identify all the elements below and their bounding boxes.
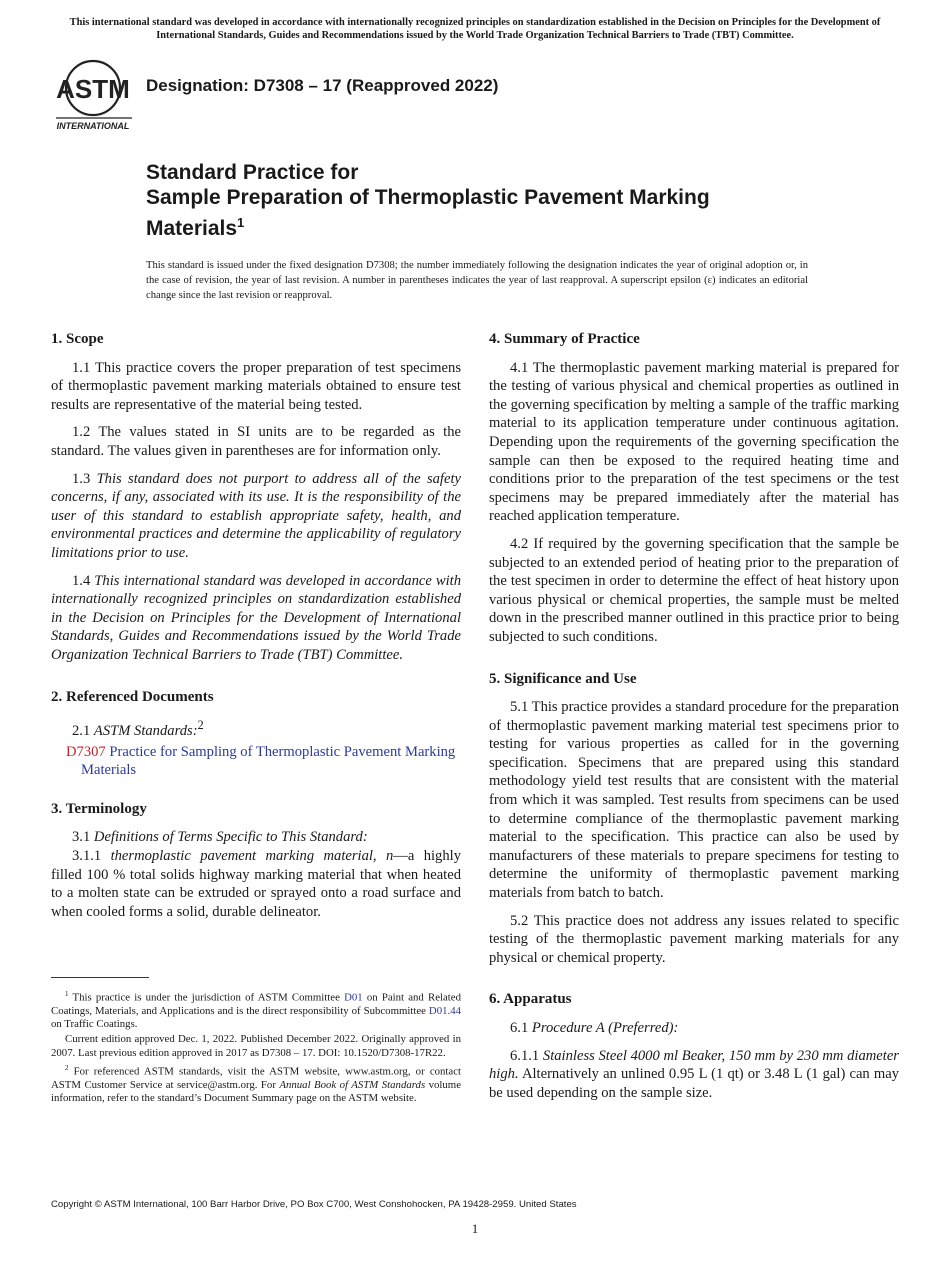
clause-number: 2.1 — [72, 722, 91, 739]
title-line-1: Standard Practice for — [146, 161, 359, 184]
section-heading: 6. Apparatus — [489, 991, 572, 1008]
title-footnote-mark: 1 — [237, 215, 245, 230]
page-number: 1 — [471, 1221, 479, 1236]
section-heading: 2. Referenced Documents — [51, 688, 214, 705]
reference-code-link[interactable]: D7307 — [66, 743, 106, 760]
paragraph: 1.2 The values stated in SI units are to be regarded as the standard. The values given in parentheses are for information only. — [51, 424, 461, 459]
right-column — [489, 330, 899, 1111]
title-line-2: Sample Preparation of Thermoplastic Pavement Marking — [146, 186, 710, 209]
section-heading: 4. Summary of Practice — [489, 331, 640, 347]
clause-number: 6.1.1 — [510, 1047, 540, 1064]
astm-logo — [52, 58, 134, 132]
clause-text: Alternatively an unlined 0.95 L (1 qt) or 3.48 L (1 gal) can may be used depending on the sample size. — [489, 1066, 899, 1101]
committee-link[interactable]: D01 — [344, 991, 363, 1004]
clause-number: 1.3 — [72, 470, 91, 487]
clause-text: This standard does not purport to address all of the safety concerns, if any, associated with its use. It is the responsibility of the user of this standard to establish appropriate safety, health, and environmental practices and determine the applicability of regulatory limitations prior to use. — [51, 470, 461, 561]
clause-text: ASTM Standards: — [93, 722, 198, 739]
paragraph — [51, 572, 461, 665]
footnote-edition: Current edition approved Dec. 1, 2022. Published December 2022. Originally approved in 2007. Last previous edition approved in 2017 as D7308 – 17. DOI: 10.1520/D7308-17R22. — [51, 1033, 461, 1059]
issue-note: This standard is issued under the fixed designation D7308; the number immediately following the designation indicates the year of original adoption or, in the case of revision, the year of last revision. A number in parentheses indicates the year of last reapproval. A superscript epsilon (ε) indicates an editorial change since the last revision or reapproval. — [146, 260, 808, 301]
paragraph: 4.2 If required by the governing specification that the sample be subjected to an extended period of heating prior to the preparation of the test specimen in order to determine the effect of heat history upon various physical or chemical properties, the sample must be melted down in the prescribed manner outlined in this practice prior to being subjected to such conditions. — [489, 535, 899, 645]
section-heading: 5. Significance and Use — [489, 670, 637, 687]
definition: —a highly filled 100 % total solids highway marking material that when heated to a molten state can be extruded or sprayed onto a road surface and when cooled forms a solid, durable delineator. — [51, 847, 461, 920]
reference-title-link[interactable]: Practice for Sampling of Thermoplastic Pavement Marking Materials — [81, 743, 456, 779]
footnote-2: $^2$ For referenced ASTM standards, visit the ASTM website, www.astm.org, or contact ASTM Customer Service at service@astm.org. For Annual Book of ASTM Standards volume information, refer to the standard’s Document Summary page on the ASTM website. — [51, 1064, 461, 1105]
section-heading: 1. Scope — [51, 331, 104, 347]
subcommittee-link[interactable]: D01.44 — [428, 1004, 461, 1017]
paragraph — [489, 1047, 899, 1103]
clause-text: This international standard was developed in accordance with internationally recognized principles on standardization established in the Decision on Principles for the Development of International Standards, Guides and Recommendations issued by the World Trade Organization Technical Barriers to Trade (TBT) Committee. — [51, 572, 462, 663]
document-title — [146, 160, 866, 241]
left-column — [51, 330, 461, 930]
clause-text: Definitions of Terms Specific to This Standard: — [93, 829, 368, 846]
logo-text: ASTM — [56, 74, 130, 104]
paragraph: 5.2 This practice does not address any issues related to specific testing of the thermoplastic pavement marking materials for any physical or chemical property. — [489, 912, 899, 966]
paragraph — [51, 716, 461, 740]
footnote-divider — [51, 977, 149, 978]
paragraph — [51, 470, 461, 563]
clause-number: 3.1.1 — [72, 847, 102, 864]
reference-item — [51, 743, 461, 780]
clause-text: Procedure A (Preferred): — [531, 1020, 679, 1036]
clause-number: 1.4 — [72, 572, 91, 589]
paragraph: 4.1 The thermoplastic pavement marking material is prepared for the testing of various physical and chemical properties as outlined in the governing specification by melting a sample of the traffic marking material to its application temperature under continuous agitation. Depending upon the requirements of the governing specification the sample can then be exposed to the required heating time and conditions prior to the preparation of the test specimens or the test specimens may be prepared immediately after the material has reached application temperature. — [489, 359, 899, 525]
section-heading: 3. Terminology — [51, 800, 147, 817]
clause-title: Stainless Steel 4000 ml Beaker, 150 mm by 230 mm diameter high. — [489, 1047, 899, 1083]
paragraph — [51, 828, 461, 847]
paragraph: 1.1 This practice covers the proper preparation of test specimens of thermoplastic pavement marking materials obtained to ensure test results are representative of the material being tested. — [51, 359, 461, 413]
footnote-1: $^1$ This practice is under the jurisdiction of ASTM Committee D01 on Paint and Related Coatings, Materials, and Applications and is the direct responsibility of Subcommittee D01.44 on Traffic Coatings. — [51, 990, 461, 1031]
copyright: Copyright © ASTM International, 100 Barr Harbor Drive, PO Box C700, West Conshohocken, PA 19428-2959. United States — [51, 1199, 577, 1210]
footnote-mark: 2 — [197, 718, 204, 733]
term: thermoplastic pavement marking material, n — [110, 847, 394, 864]
footnotes — [51, 988, 461, 1108]
designation: Designation: D7308 – 17 (Reapproved 2022) — [146, 76, 499, 95]
title-line-3: Materials — [146, 217, 238, 240]
paragraph: 5.1 This practice provides a standard procedure for the preparation of thermoplastic pavement marking material test specimens prior to testing for various properties as called for in the governing specification. Specimens that are prepared using this standard methodology yield test results that are consistent with the material from which it was sampled. Test results from specimens can be used to determine compliance of the thermoplastic pavement marking material to the specification. This practice can also be used by manufacturers of these materials to prepare specimens for testing to determine the uniformity of thermoplastic pavement marking materials from batch to batch. — [489, 699, 899, 902]
paragraph — [51, 847, 461, 921]
clause-number: 6.1 — [510, 1020, 529, 1036]
clause-number: 3.1 — [72, 829, 91, 846]
wto-notice: This international standard was developed in accordance with internationally recognized principles on standardization established in the Decision on Principles for the Development of International Standards, Guides and Recommendations issued by the World Trade Organization Technical Barriers to Trade (TBT) Committee. — [69, 17, 881, 41]
logo-subtext: INTERNATIONAL — [56, 121, 130, 131]
paragraph — [489, 1019, 899, 1038]
